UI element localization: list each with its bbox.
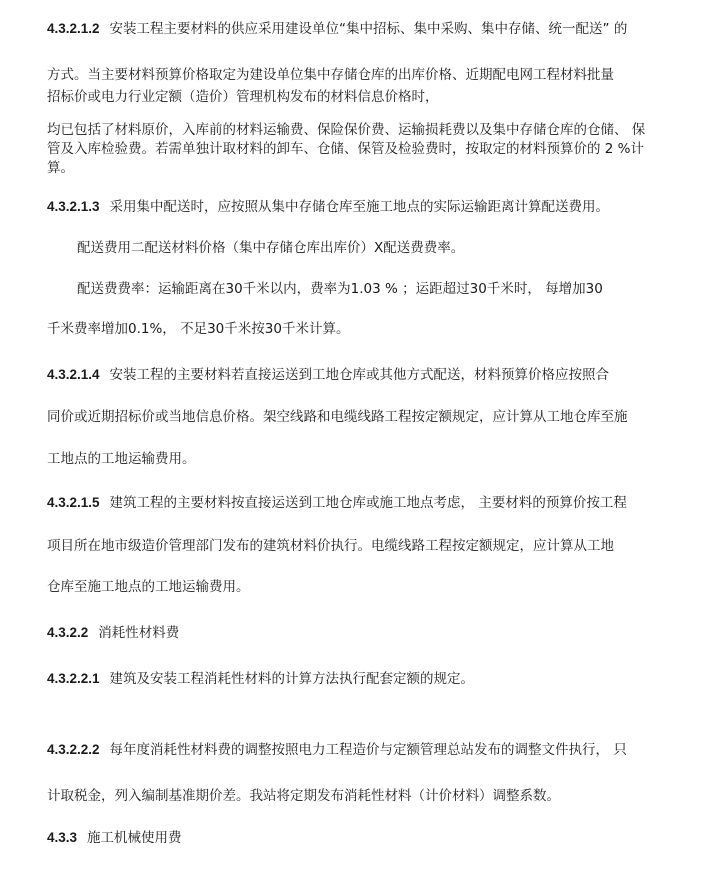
paragraph-4-3-2-1-2-line-4: 均已包括了材料原价，入库前的材料运输费、保险保价费、运输损耗费以及集中存储仓库的仓储、 保	[47, 122, 646, 138]
formula-line: 配送费用二配送材料价格（集中存储仓库出库价）X配送费费率。	[77, 240, 465, 256]
clause-number: 4.3.2.2.2	[47, 742, 100, 757]
paragraph-4-3-2-1-2-line-5: 管及入库检验费。若需单独计取材料的卸车、仓储、保管及检验费时，按取定的材料预算价的 2 %计	[47, 141, 644, 157]
paragraph-4-3-2-2-2-line-1	[47, 741, 627, 759]
paragraph-4-3-2-1-3-line-3: 千米费率增加0.1%， 不足30千米按30千米计算。	[47, 321, 350, 337]
heading-text: 消耗性材料费	[98, 625, 180, 641]
paragraph-text: 每年度消耗性材料费的调整按照电力工程造价与定额管理总站发布的调整文件执行， 只	[109, 742, 627, 758]
paragraph-4-3-2-1-3-line-2: 配送费费率：运输距离在30千米以内，费率为1.03 % ；运距超过30千米时， 每增加30	[77, 281, 603, 297]
paragraph-4-3-2-2-1	[47, 670, 474, 688]
paragraph-4-3-2-1-2-line-1	[47, 20, 627, 38]
paragraph-4-3-2-1-4-line-2: 同价或近期招标价或当地信息价格。架空线路和电缆线路工程按定额规定，应计算从工地仓库至施	[47, 409, 628, 425]
paragraph-text: 建筑工程的主要材料按直接运送到工地仓库或施工地点考虑， 主要材料的预算价按工程	[109, 495, 627, 511]
clause-number: 4.3.2.1.5	[47, 495, 100, 510]
paragraph-4-3-2-1-5-line-3: 仓库至施工地点的工地运输费用。	[47, 579, 250, 595]
clause-number: 4.3.2.1.3	[47, 199, 100, 214]
clause-number: 4.3.3	[47, 830, 78, 845]
paragraph-4-3-2-1-2-line-6: 算。	[47, 160, 74, 176]
heading-text: 施工机械使用费	[87, 830, 182, 846]
paragraph-4-3-2-1-4-line-1	[47, 366, 609, 384]
clause-number: 4.3.2.1.2	[47, 21, 100, 36]
clause-number: 4.3.2.1.4	[47, 367, 100, 382]
section-heading-4-3-2-2	[47, 624, 179, 642]
paragraph-4-3-2-1-5-line-1	[47, 494, 627, 512]
paragraph-4-3-2-1-2-line-3: 招标价或电力行业定额（造价）管理机构发布的材料信息价格时，	[47, 89, 439, 105]
paragraph-text: 安装工程的主要材料若直接运送到工地仓库或其他方式配送，材料预算价格应按照合	[109, 367, 610, 383]
paragraph-4-3-2-1-5-line-2: 项目所在地市级造价管理部门发布的建筑材料价执行。电缆线路工程按定额规定，应计算从工地	[47, 538, 614, 554]
paragraph-text: 建筑及安装工程消耗性材料的计算方法执行配套定额的规定。	[109, 671, 475, 687]
clause-number: 4.3.2.2.1	[47, 671, 100, 686]
paragraph-text: 采用集中配送时，应按照从集中存储仓库至施工地点的实际运输距离计算配送费用。	[109, 199, 610, 215]
clause-number: 4.3.2.2	[47, 625, 89, 640]
paragraph-4-3-2-1-3-line-1	[47, 198, 609, 216]
paragraph-4-3-2-1-2-line-2: 方式。当主要材料预算价格取定为建设单位集中存储仓库的出库价格、近期配电网工程材料批量	[47, 67, 614, 83]
paragraph-4-3-2-2-2-line-2: 计取税金，列入编制基准期价差。我站将定期发布消耗性材料（计价材料）调整系数。	[47, 788, 560, 804]
paragraph-text: 安装工程主要材料的供应采用建设单位“集中招标、集中采购、集中存储、统一配送” 的	[109, 21, 628, 37]
section-heading-4-3-3	[47, 829, 182, 847]
paragraph-4-3-2-1-4-line-3: 工地点的工地运输费用。	[47, 451, 196, 467]
